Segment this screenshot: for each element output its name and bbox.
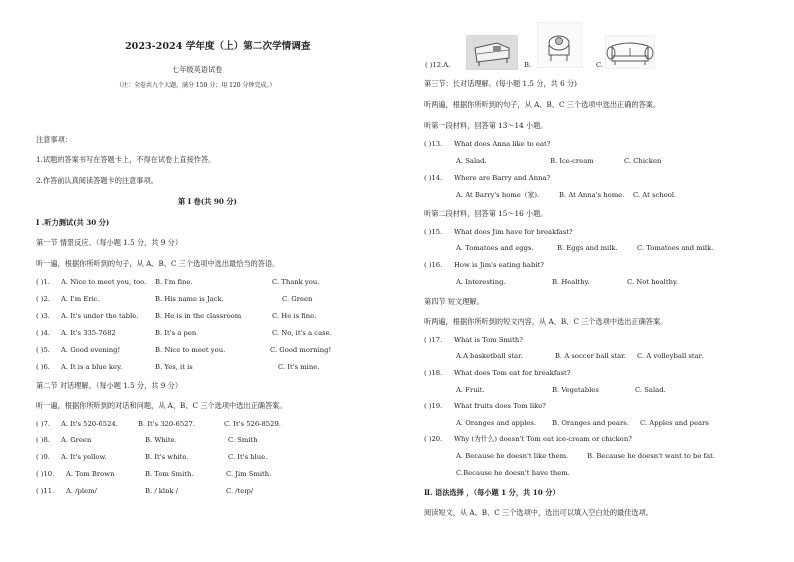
option-a: A. I'm Eric. bbox=[61, 295, 100, 303]
option-b: B. At Anna's home. bbox=[559, 191, 625, 199]
option-c: C. Jim Smith. bbox=[226, 470, 272, 478]
question-number: ( )7. bbox=[36, 420, 50, 428]
question-number: ( )13. bbox=[424, 140, 443, 148]
section-2-heading: Ⅱ. 语法选择 ，（每小题 1 分，共 10 分） bbox=[424, 488, 560, 497]
exam-note: （注：全卷共九个大题，满分 150 分；用 120 分钟完成。） bbox=[116, 82, 276, 89]
question-number: ( )20. bbox=[424, 435, 443, 443]
question-number: ( )6. bbox=[36, 363, 50, 371]
option-a: A. At Barry's home（家). bbox=[456, 191, 540, 199]
option-b: B. Nice to meet you. bbox=[155, 346, 226, 354]
option-a: A. Tomatoes and eggs. bbox=[456, 244, 534, 252]
question-number: ( )12.A. bbox=[425, 61, 451, 69]
material-2-heading: 听第二段材料，回答第 15～16 小题。 bbox=[424, 209, 548, 218]
part-3-instructions: 听两遍，根据你所听到的句子，从 A、B、C 三个选项中选出正确的答案。 bbox=[424, 100, 661, 109]
question-number: ( )5. bbox=[36, 346, 50, 354]
question-number: ( )8. bbox=[36, 436, 50, 444]
option-c: C.Because he doesn't have them. bbox=[456, 469, 570, 477]
option-a: A. It's under the table. bbox=[61, 312, 139, 320]
option-a: A. Good evening! bbox=[61, 346, 121, 354]
question-text: What is Tom Smith? bbox=[454, 336, 523, 344]
option-b: B. Ice-cream bbox=[550, 157, 594, 165]
part-2-title: 第二节 对话理解。（每小题 1.5 分，共 9 分） bbox=[36, 381, 183, 390]
option-c: C. Apples and pears bbox=[640, 419, 709, 427]
question-number: ( )14. bbox=[424, 174, 443, 182]
option-a: A. Tom Brown bbox=[66, 470, 115, 478]
question-number: ( )11. bbox=[36, 487, 55, 495]
option-b: B. I'm fine. bbox=[155, 278, 193, 286]
option-b: B. His name is Jack. bbox=[155, 295, 224, 303]
option-a: A. /plem/ bbox=[66, 487, 97, 495]
option-c: C. Tomatoes and milk. bbox=[637, 244, 714, 252]
option-b: B. He is in the classroom bbox=[155, 312, 242, 320]
question-number: ( )9. bbox=[36, 453, 50, 461]
option-c: C. Good morning! bbox=[270, 346, 332, 354]
part-3-title: 第三节：长对话理解。(每小题 1.5 分，共 6 分) bbox=[424, 79, 577, 88]
question-text: What does Anna like to eat? bbox=[454, 140, 551, 148]
question-number: ( )10. bbox=[36, 470, 55, 478]
exam-subtitle: 七年级英语试卷 bbox=[172, 65, 223, 74]
option-a: A.A basketball star. bbox=[456, 352, 523, 360]
option-c: C. At school. bbox=[633, 191, 677, 199]
part-2-instructions: 听一遍，根据你所听到的对话和问题，从 A、B、C 三个选项中选出正确答案。 bbox=[36, 401, 287, 410]
part-1-title: 第一节 情景反应。（每小题 1.5 分，共 9 分） bbox=[36, 238, 183, 247]
section-1-heading: I .听力测试(共 30 分) bbox=[36, 218, 110, 227]
option-b: B. / klɒk / bbox=[145, 487, 178, 495]
option-b: B. Tom Smith. bbox=[145, 470, 194, 478]
option-c: C. Thank you. bbox=[272, 278, 320, 286]
clock-icon bbox=[537, 22, 582, 68]
option-b: B. It's a pen bbox=[155, 329, 197, 337]
option-c: C. Chicken bbox=[624, 157, 662, 165]
question-text: How is Jim's eating habit? bbox=[454, 261, 544, 269]
option-b: B. Because he doesn't want to be fat. bbox=[587, 452, 716, 460]
volume-heading: 第 I 卷(共 90 分) bbox=[178, 197, 237, 206]
question-number: ( )2. bbox=[36, 295, 50, 303]
option-c: C. Salad. bbox=[635, 386, 666, 394]
question-number: ( )1. bbox=[36, 278, 50, 286]
question-number: ( )4. bbox=[36, 329, 50, 337]
question-text: What does Tom eat for breakfast? bbox=[454, 369, 571, 377]
notice-heading: 注意事项： bbox=[36, 135, 72, 144]
sofa-icon bbox=[466, 35, 518, 70]
part-4-instructions: 听两遍，根据你所听到的短文内容，从 A、B、C 三个选项中选出正确答案。 bbox=[424, 317, 668, 326]
question-number: ( )16. bbox=[424, 261, 443, 269]
option-b: B. White. bbox=[145, 436, 177, 444]
question-number: ( )18. bbox=[424, 369, 443, 377]
option-b: B. Yes, it is bbox=[155, 363, 193, 371]
right-page bbox=[397, 0, 794, 562]
option-a: A. Nice to meet you, too. bbox=[61, 278, 147, 286]
question-text: Where are Barry and Anna? bbox=[454, 174, 551, 182]
question-number: ( )15. bbox=[424, 228, 443, 236]
option-a: A. It's 335-7682 bbox=[61, 329, 116, 337]
option-b: B. It's 320-6527. bbox=[138, 420, 195, 428]
option-a: A. Oranges and apples. bbox=[456, 419, 537, 427]
option-a: A. Salad. bbox=[456, 157, 487, 165]
option-c: C. It's blue. bbox=[228, 453, 268, 461]
option-a: A. Interesting. bbox=[456, 278, 506, 286]
option-c: C. A volleyball star. bbox=[637, 352, 704, 360]
option-c: C. It's mine. bbox=[278, 363, 320, 371]
option-c: C. Green bbox=[282, 295, 313, 303]
option-b: B. Eggs and milk. bbox=[557, 244, 618, 252]
option-c-label: C. bbox=[596, 61, 604, 69]
option-c: C. Not healthy. bbox=[627, 278, 679, 286]
option-a: A. Fruit. bbox=[456, 386, 485, 394]
question-text: Why (为什么) doesn't Tom eat ice-cream or chicken? bbox=[454, 435, 632, 443]
option-a: A. It's yellow. bbox=[61, 453, 107, 461]
question-text: What does Jim have for breakfast? bbox=[454, 228, 573, 236]
couch-icon bbox=[605, 35, 655, 69]
part-1-instructions: 听一遍，根据你所听到的句子，从 A、B、C 三个选项中选出最恰当的答语。 bbox=[36, 259, 280, 268]
option-c: C. He is fine. bbox=[272, 312, 317, 320]
option-b: B. It's white. bbox=[145, 453, 189, 461]
option-c: C. No, it's a case. bbox=[272, 329, 332, 337]
notice-item-2: 2.作答前认真阅读答题卡的注意事项。 bbox=[36, 176, 158, 185]
option-a: A. Green bbox=[61, 436, 92, 444]
option-b-label: B. bbox=[524, 61, 532, 69]
option-a: A. Because he doesn't like them. bbox=[456, 452, 569, 460]
option-c: C. It's 526-8529. bbox=[224, 420, 281, 428]
section-2-instructions: 阅读短文，从 A、B、C 三个选项中，选出可以填入空白处的最佳选项。 bbox=[424, 508, 653, 517]
option-a: A. It's 520-6524. bbox=[61, 420, 118, 428]
option-b: B. Vegetables bbox=[552, 386, 599, 394]
option-a: A. It is a blue key. bbox=[61, 363, 123, 371]
material-1-heading: 听第一段材料，回答第 13～14 小题。 bbox=[424, 121, 548, 130]
option-b: B. Oranges and pears. bbox=[552, 419, 629, 427]
question-number: ( )3. bbox=[36, 312, 50, 320]
part-4-title: 第四节 短文理解。 bbox=[424, 297, 484, 306]
question-number: ( )19. bbox=[424, 402, 443, 410]
exam-title: 2023-2024 学年度（上）第二次学情调查 bbox=[125, 41, 311, 52]
option-c: C. /teɪp/ bbox=[226, 487, 254, 495]
option-b: B. A soccer ball star. bbox=[555, 352, 626, 360]
question-number: ( )17. bbox=[424, 336, 443, 344]
option-b: B. Healthy. bbox=[552, 278, 590, 286]
option-c: C. Smith bbox=[228, 436, 258, 444]
notice-item-1: 1.试题的答案书写在答题卡上，不得在试卷上直接作答。 bbox=[36, 155, 216, 164]
question-text: What fruits does Tom like? bbox=[454, 402, 546, 410]
